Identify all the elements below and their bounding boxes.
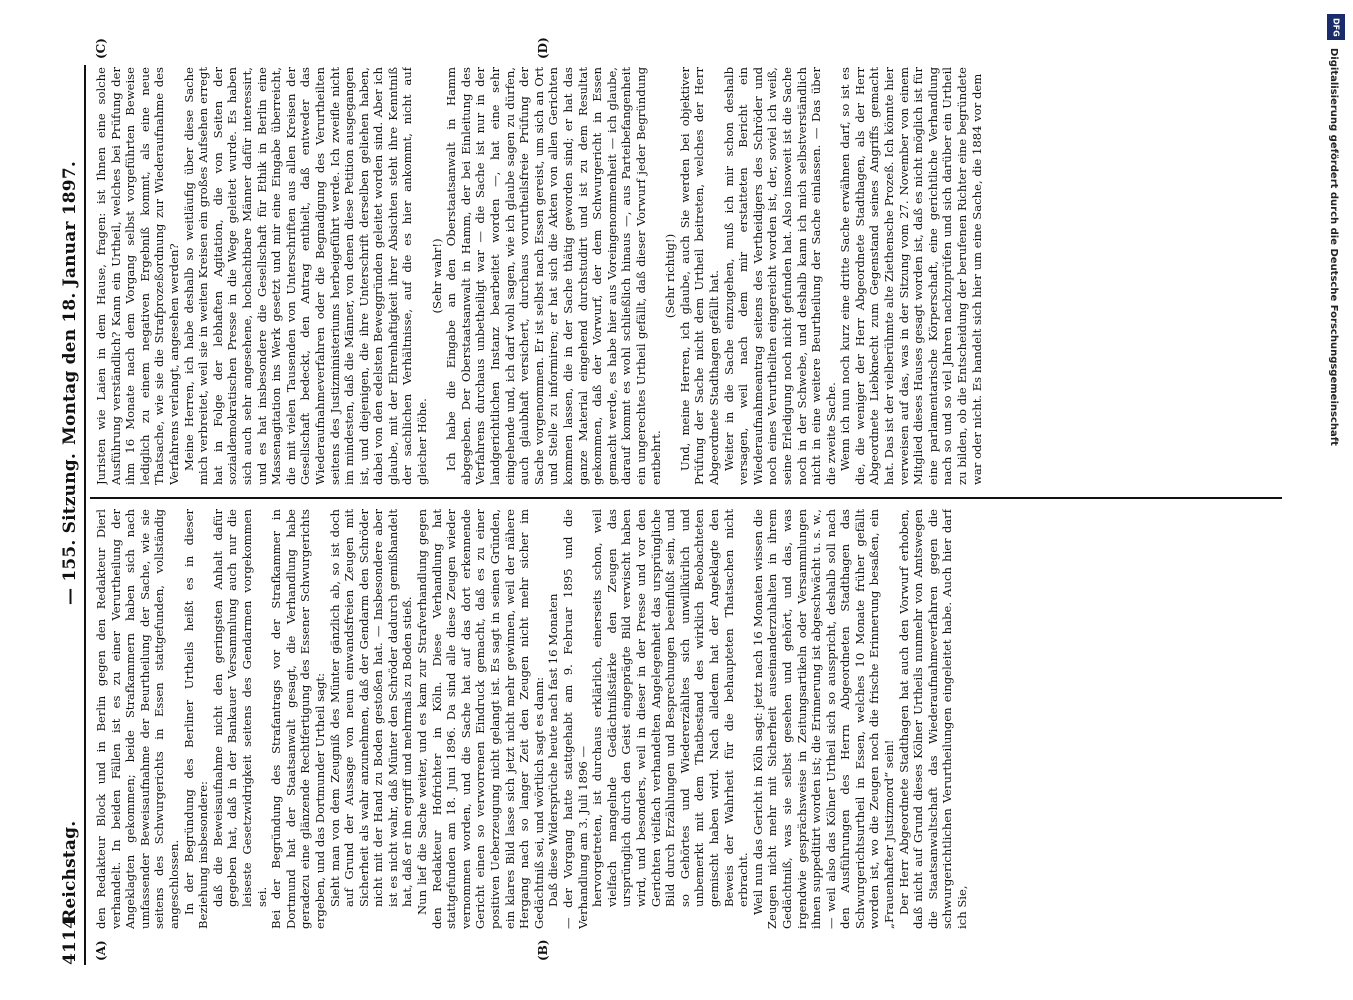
- digitization-credit-text: Digitalisierung gefördert durch die Deutsche Forschungsgemeinschaft: [1328, 48, 1339, 446]
- document-page: [50, 37, 1290, 965]
- quote-paragraph: Daß diese Widersprüche heute nach fast 16 Monaten: [546, 593, 561, 907]
- session-date: Montag den 18. Januar 1897.: [60, 161, 80, 445]
- page-number: 4114: [60, 916, 80, 965]
- margin-marker-b: (B): [536, 939, 550, 961]
- page-header: [56, 65, 86, 965]
- header-rule: [84, 65, 86, 965]
- quote-paragraph: daß die Beweisaufnahme nicht den geringsten Anhalt dafür gegeben hat, daß in der Bankauer Versammlung auch nur die leiseste Gesetzwidrigkeit seitens des Gendarmen vorgekommen sei.: [210, 509, 269, 907]
- sitting-number: — 155. Sitzung.: [60, 452, 80, 605]
- paragraph: Ich habe die Eingabe an den Oberstaatsanwalt in Hamm abgegeben. Der Oberstaatsanwalt in Hamm, der bei Einleitung des Verfahrens durchaus unbetheiligt war — die Sache ist nur in der landgerichtlichen Instanz bearbeitet worden —, hat eine sehr eingehende und, ich darf wohl sagen, wie ich glaube sagen zu dürfen, auch glaubhaft versichert, durchaus vorurtheilsfreie Prüfung der Sache vorgenommen. Er ist selbst nach Essen gereist, um sich an Ort und Stelle zu informiren; er hat sich die Akten von allen Gerichten kommen lassen, die in der Sache thätig geworden sind; er hat das ganze Material eingehend durchstudirt und ist zu dem Resultat gekommen, daß der Vorwurf, der dem Schwurgericht in Essen gemacht werde, es habe hier aus Voreingenommenheit — ich glaube, darauf kommt es wohl schließlich hinaus —, aus Parteibefangenheit ein ungerechtes Urtheil gefällt, daß dieser Vorwurf jeder Begründung entbehrt.: [444, 67, 663, 485]
- margin-marker-d: (D): [536, 37, 550, 59]
- dfg-logo: DFG: [1327, 14, 1345, 40]
- paragraph: Nun lief die Sache weiter, und es kam zur Strafverhandlung gegen den Redakteur Hofrichter in Köln. Diese Verhandlung hat stattgefunden am 18. Juni 1896. Da sind alle diese Zeugen wieder vernommen worden, und die Sache hat auf das dort erkennende Gericht einen so verworrenen Eindruck gemacht, daß es zu einer positiven Ueberzeugung nicht gelangt ist. Es sagt in seinen Gründen, ein klares Bild lasse sich jetzt nicht mehr gewinnen, weil der nähere Hergang nach so langer Zeit den Zeugen nicht mehr sicher im Gedächtniß sei, und wörtlich sagt es dann:: [415, 509, 546, 929]
- publication-title: Reichstag.: [60, 820, 80, 923]
- quote-paragraph: Sieht man von dem Zeugniß des Münter gänzlich ab, so ist doch auf Grund der Aussage von neun einwandsfreien Zeugen mit Sicherheit als wahr anzunehmen, daß der Gendarm den Schröder nicht mit der Hand zu Boden gestoßen hat. — Insbesondere aber ist es nicht wahr, daß Münter den Schröder dadurch gemißhandelt hat, daß er ihn ergriff und mehrmals zu Boden stieß.: [327, 509, 415, 907]
- column-divider: [90, 497, 1282, 499]
- right-column: [94, 67, 1282, 485]
- interjection: (Sehr wahr!): [429, 238, 444, 314]
- paragraph: Juristen wie Laien in dem Hause, fragen: ist Ihnen eine solche Ausführung verständlich? Kann ein Urtheil, welches bei Prüfung der ihm 16 Monate nach dem Vorgang selbst vorgeführten Beweise lediglich zu einem negativen Ergebniß kommt, als eine neue Thatsache, wie sie die Strafprozeßordnung zur Wiederaufnahme des Verfahrens verlangt, angesehen werden?: [94, 67, 181, 485]
- paragraph: Weil nun das Gericht in Köln sagt: jetzt nach 16 Monaten wissen die Zeugen nicht mehr mit Sicherheit auseinanderzuhalten in ihrem Gedächtniß, was sie selbst gesehen und gehört, und das, was irgendwie gesprächsweise in Zeitungsartikeln oder Versammlungen ihnen suppeditirt worden ist; die Erinnerung ist abgeschwächt u. s. w., — weil also das Kölner Urtheil sich so ausspricht, deshalb soll nach den Ausführungen des Herrn Abgeordneten Stadthagen das Schwurgerichtsurtheil in Essen, welches 10 Monate früher gefällt worden ist, wo die Zeugen noch die frische Erinnerung besaßen, ein „Frauenhafter Justizmord“ sein!: [750, 509, 897, 929]
- paragraph: Und, meine Herren, ich glaube, auch Sie werden bei objektiver Prüfung der Sache nicht dem Urtheil beitreten, welches der Herr Abgeordnete Stadthagen gefällt hat.: [677, 67, 721, 485]
- digitization-credit: [1325, 8, 1351, 998]
- paragraph: In der Begründung des Berliner Urtheils heißt es in dieser Beziehung insbesondere:: [181, 509, 211, 929]
- margin-marker-a: (A): [94, 940, 108, 961]
- quote-paragraph: hervorgetreten, ist durchaus erklärlich, einerseits schon, weil vielfach mangelnde Gedächtnißstärke den Zeugen das ursprünglich durch den Geist eingeprägte Bild verwischt haben wird, und besonders, weil in dieser in der Presse und vor den Gerichten vielfach verhandelten Angelegenheit das ursprüngliche Bild durch Erzählungen und Besprechungen beeinflußt sein, und so Gehörtes und Wiedererzähltes sich unwillkürlich und unbemerkt mit dem Thatbestand des wirklich Beobachteten gemischt haben wird. Nach alledem hat der Angeklagte den Beweis der Wahrheit für die behaupteten Thatsachen nicht erbracht.: [590, 509, 751, 907]
- margin-marker-c: (C): [94, 38, 108, 59]
- paragraph: Wenn ich nun noch kurz eine dritte Sache erwähnen darf, so ist es die, die weniger der Herr Abgeordnete Stadthagen, als der Herr Abgeordnete Liebknecht zum Gegenstand seines Angriffs gemacht hat. Das ist der vielberühmte alte Ziethensche Prozeß. Ich könnte hier verweisen auf das, was in der Sitzung vom 27. November von einem Mitglied dieses Hauses gesagt worden ist, daß es nicht möglich ist für eine parlamentarische Körperschaft, eine gerichtliche Verhandlung nach so und so viel Jahren nachzuprüfen und sich darüber ein Urtheil zu bilden, ob die Entscheidung der berufenen Richter eine begründete war oder nicht. Es handelt sich hier um eine Sache, die 1884 vor dem: [838, 67, 984, 485]
- paragraph: Bei der Begründung des Strafantrags vor der Strafkammer in Dortmund hat der Staatsanwalt gesagt, die Verhandlung habe geradezu eine glänzende Rechtfertigung des Essener Schwurgerichts ergeben, und das Dortmunder Urtheil sagt:: [269, 509, 327, 929]
- left-column: [94, 509, 1282, 929]
- paragraph: — der Vorgang hatte stattgehabt am 9. Februar 1895 und die Verhandlung am 3. Juli 1896 —: [561, 509, 590, 929]
- paragraph: den Redakteur Block und in Berlin gegen den Redakteur Dierl verhandelt. In beiden Fällen ist es zu einer Verurtheilung der Angeklagten gekommen; beide Strafkammern haben sich nach umfassender Beweisaufnahme der Beurtheilung der Sache, wie sie seitens des Schwurgerichts in Essen stattgefunden, vollständig angeschlossen.: [94, 509, 181, 929]
- paragraph: Der Herr Abgeordnete Stadthagen hat auch den Vorwurf erhoben, daß nicht auf Grund dieses Kölner Urtheils nunmehr von Amtswegen die Staatsanwaltschaft das Wiederaufnahmeverfahren gegen die schwurgerichtlichen Verurtheilungen eingeleitet habe. Auch hier darf ich Sie,: [896, 509, 970, 929]
- interjection: (Sehr richtig!): [663, 233, 678, 319]
- paragraph: Weiter in die Sache einzugehen, muß ich mir schon deshalb versagen, weil nach dem mir erstatteten Bericht ein Wiederaufnahmeantrag seitens des Vertheidigers des Schröder und noch eines Verurtheilten eingereicht worden ist, der, soviel ich weiß, seine Erledigung noch nicht gefunden hat. Also insoweit ist die Sache noch in der Schwebe, und deshalb kann ich mich selbstverständlich nicht in eine weitere Beurtheilung der Sache einlassen. — Das über die zweite Sache.: [721, 67, 838, 485]
- paragraph: Meine Herren, ich habe deshalb so weitläufig über diese Sache mich verbreitet, weil sie in weiten Kreisen ein großes Aufsehen erregt hat in Folge der lebhaften Agitation, die von Seiten der sozialdemokratischen Presse in die Wege geleitet wurde. Es haben sich auch sehr angesehene, hochachtbare Männer dafür interessirt, und es hat insbesondere die Gesellschaft für Ethik in Berlin eine Massenagitation ins Werk gesetzt und mir eine Eingabe überreicht, die mit vielen Tausenden von Unterschriften aus allen Kreisen der Gesellschaft bedeckt, den Antrag enthielt, daß entweder das Wiederaufnahmeverfahren oder die Begnadigung des Verurtheilten seitens des Justizministeriums herbeigeführt werde. Ich zweifle nicht im mindesten, daß die Männer, von denen diese Petition ausgegangen ist, und diejenigen, die ihre Unterschrift derselben geliehen haben, dabei von den edelsten Beweggründen geleitet worden sind. Aber ich glaube, mit der Ehrenhaftigkeit ihrer Absichten steht ihre Kenntniß der sachlichen Verhältnisse, auf die es hier ankommt, nicht auf gleicher Höhe.: [181, 67, 430, 485]
